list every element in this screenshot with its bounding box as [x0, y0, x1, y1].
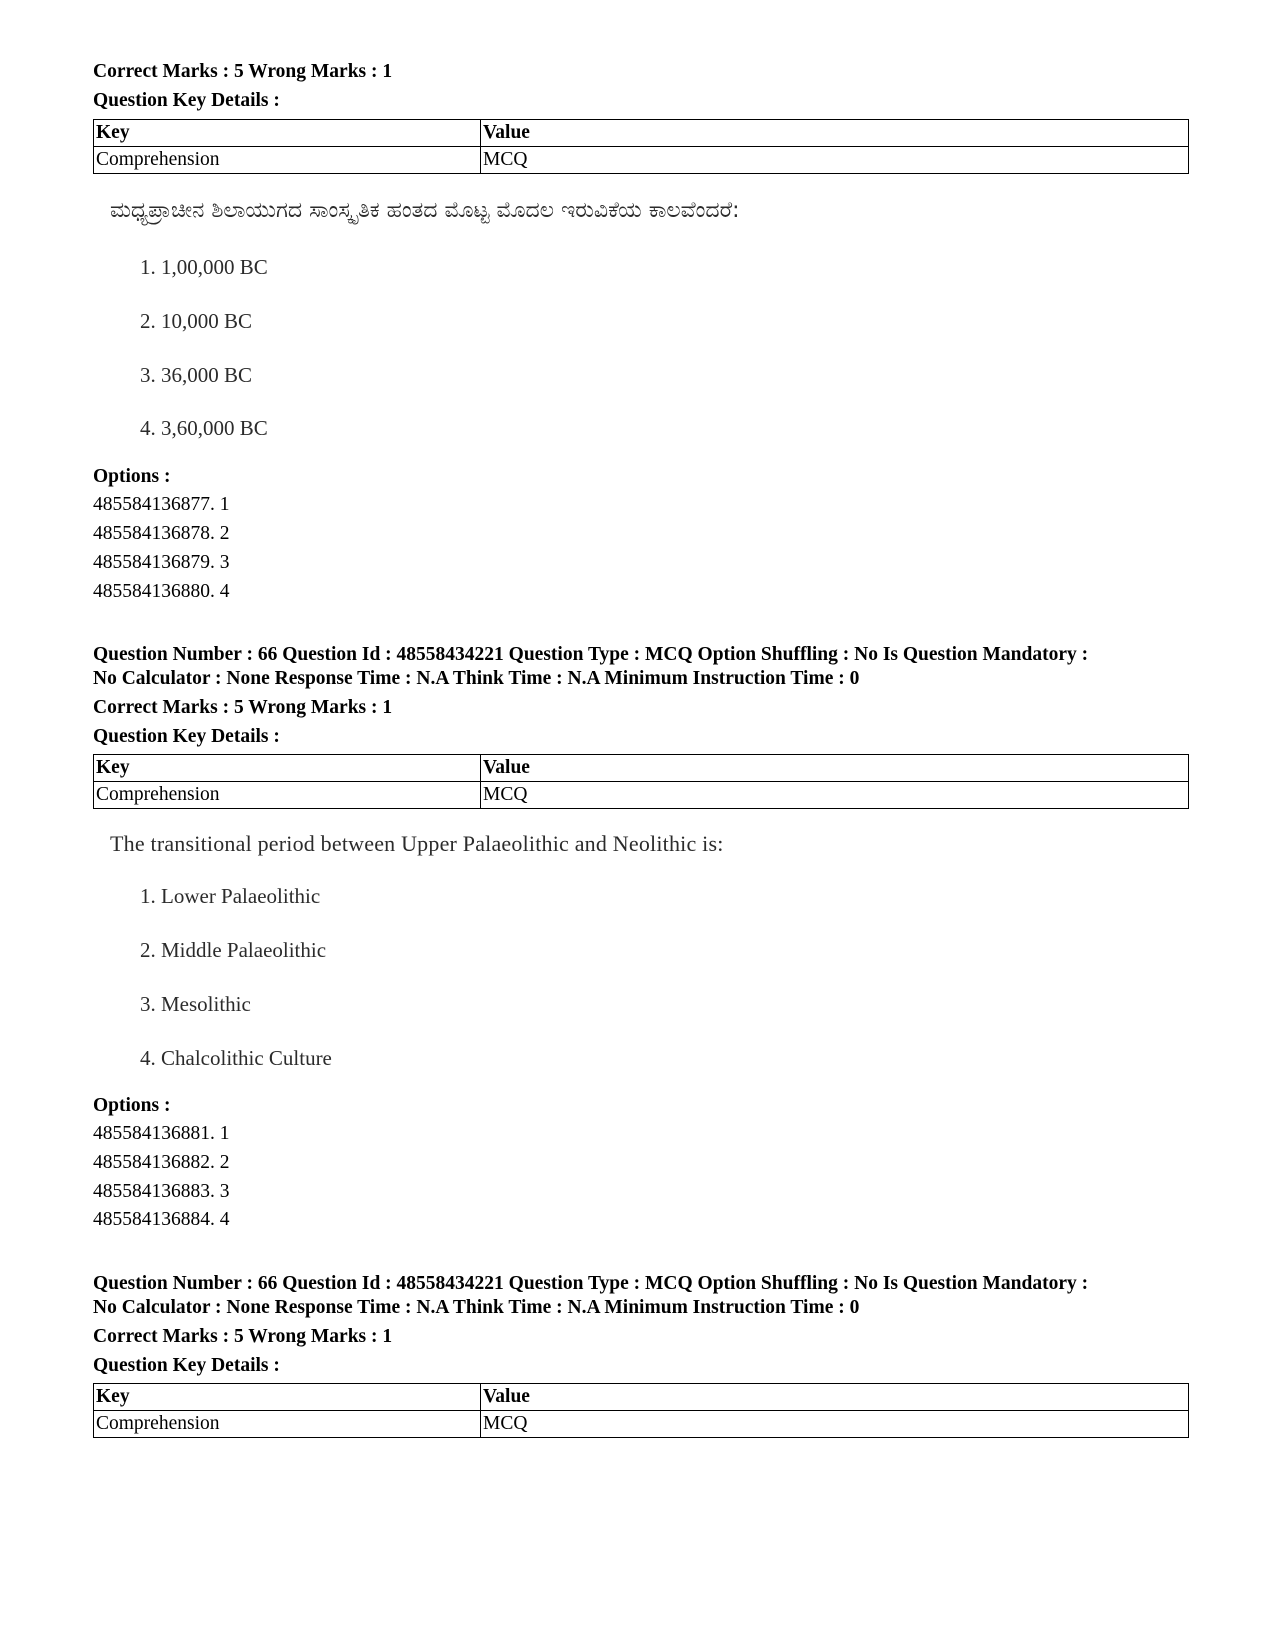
- option-item: 485584136880. 4: [93, 581, 230, 602]
- question-text: ಮಧ್ಯಪ್ರಾಚೀನ ಶಿಲಾಯುಗದ ಸಾಂಸ್ಕೃತಿಕ ಹಂತದ ಮೊಟ್ಟ ಮೊದಲ ಇರುವಿಕೆಯ ಕಾಲವೆಂದರೆ:: [110, 198, 740, 223]
- option-item: 485584136877. 1: [93, 494, 230, 515]
- table-cell-value: MCQ: [481, 1411, 1189, 1438]
- option-item: 485584136878. 2: [93, 523, 230, 544]
- table-row: [94, 782, 1189, 809]
- options-label: Options :: [93, 1095, 171, 1116]
- option-item: 485584136883. 3: [93, 1181, 230, 1202]
- option-item: 485584136879. 3: [93, 552, 230, 573]
- option-item: 485584136882. 2: [93, 1152, 230, 1173]
- question-choice: 4. 3,60,000 BC: [140, 416, 268, 440]
- table-header-value: Value: [481, 1384, 1189, 1411]
- table-cell-key: Comprehension: [94, 1411, 481, 1438]
- question-choice: 2. Middle Palaeolithic: [140, 938, 327, 962]
- table-cell-value: MCQ: [481, 147, 1189, 174]
- option-item: 485584136884. 4: [93, 1209, 230, 1230]
- key-details-label: Question Key Details :: [93, 1355, 280, 1376]
- table-header-row: [94, 1384, 1189, 1411]
- question-choice: 4. Chalcolithic Culture: [140, 1046, 332, 1070]
- marks-line: Correct Marks : 5 Wrong Marks : 1: [93, 1326, 393, 1347]
- question-choice: 2. 10,000 BC: [140, 309, 253, 333]
- key-details-label: Question Key Details :: [93, 726, 280, 747]
- table-header-row: [94, 755, 1189, 782]
- table-cell-key: Comprehension: [94, 147, 481, 174]
- question-meta-line-2: No Calculator : None Response Time : N.A Think Time : N.A Minimum Instruction Time : 0: [93, 668, 860, 689]
- question-choice: 1. 1,00,000 BC: [140, 255, 268, 279]
- table-row: [94, 1411, 1189, 1438]
- key-details-table: [93, 119, 1189, 174]
- table-header-value: Value: [481, 120, 1189, 147]
- marks-line: Correct Marks : 5 Wrong Marks : 1: [93, 697, 393, 718]
- table-header-key: Key: [94, 120, 481, 147]
- key-details-label: Question Key Details :: [93, 90, 280, 111]
- marks-line: Correct Marks : 5 Wrong Marks : 1: [93, 61, 393, 82]
- table-header-key: Key: [94, 1384, 481, 1411]
- table-header-key: Key: [94, 755, 481, 782]
- key-details-table: [93, 754, 1189, 809]
- question-meta-line-1: Question Number : 66 Question Id : 48558434221 Question Type : MCQ Option Shuffling : No Is Question Mandatory :: [93, 1273, 1089, 1294]
- table-cell-key: Comprehension: [94, 782, 481, 809]
- question-text: The transitional period between Upper Palaeolithic and Neolithic is:: [110, 831, 724, 856]
- table-cell-value: MCQ: [481, 782, 1189, 809]
- key-details-table: [93, 1383, 1189, 1438]
- question-meta-line-2: No Calculator : None Response Time : N.A Think Time : N.A Minimum Instruction Time : 0: [93, 1297, 860, 1318]
- question-meta-line-1: Question Number : 66 Question Id : 48558434221 Question Type : MCQ Option Shuffling : No Is Question Mandatory :: [93, 644, 1089, 665]
- option-item: 485584136881. 1: [93, 1123, 230, 1144]
- options-label: Options :: [93, 466, 171, 487]
- table-header-value: Value: [481, 755, 1189, 782]
- table-header-row: [94, 120, 1189, 147]
- question-choice: 3. Mesolithic: [140, 992, 251, 1016]
- table-row: [94, 147, 1189, 174]
- question-choice: 1. Lower Palaeolithic: [140, 884, 321, 908]
- question-choice: 3. 36,000 BC: [140, 363, 253, 387]
